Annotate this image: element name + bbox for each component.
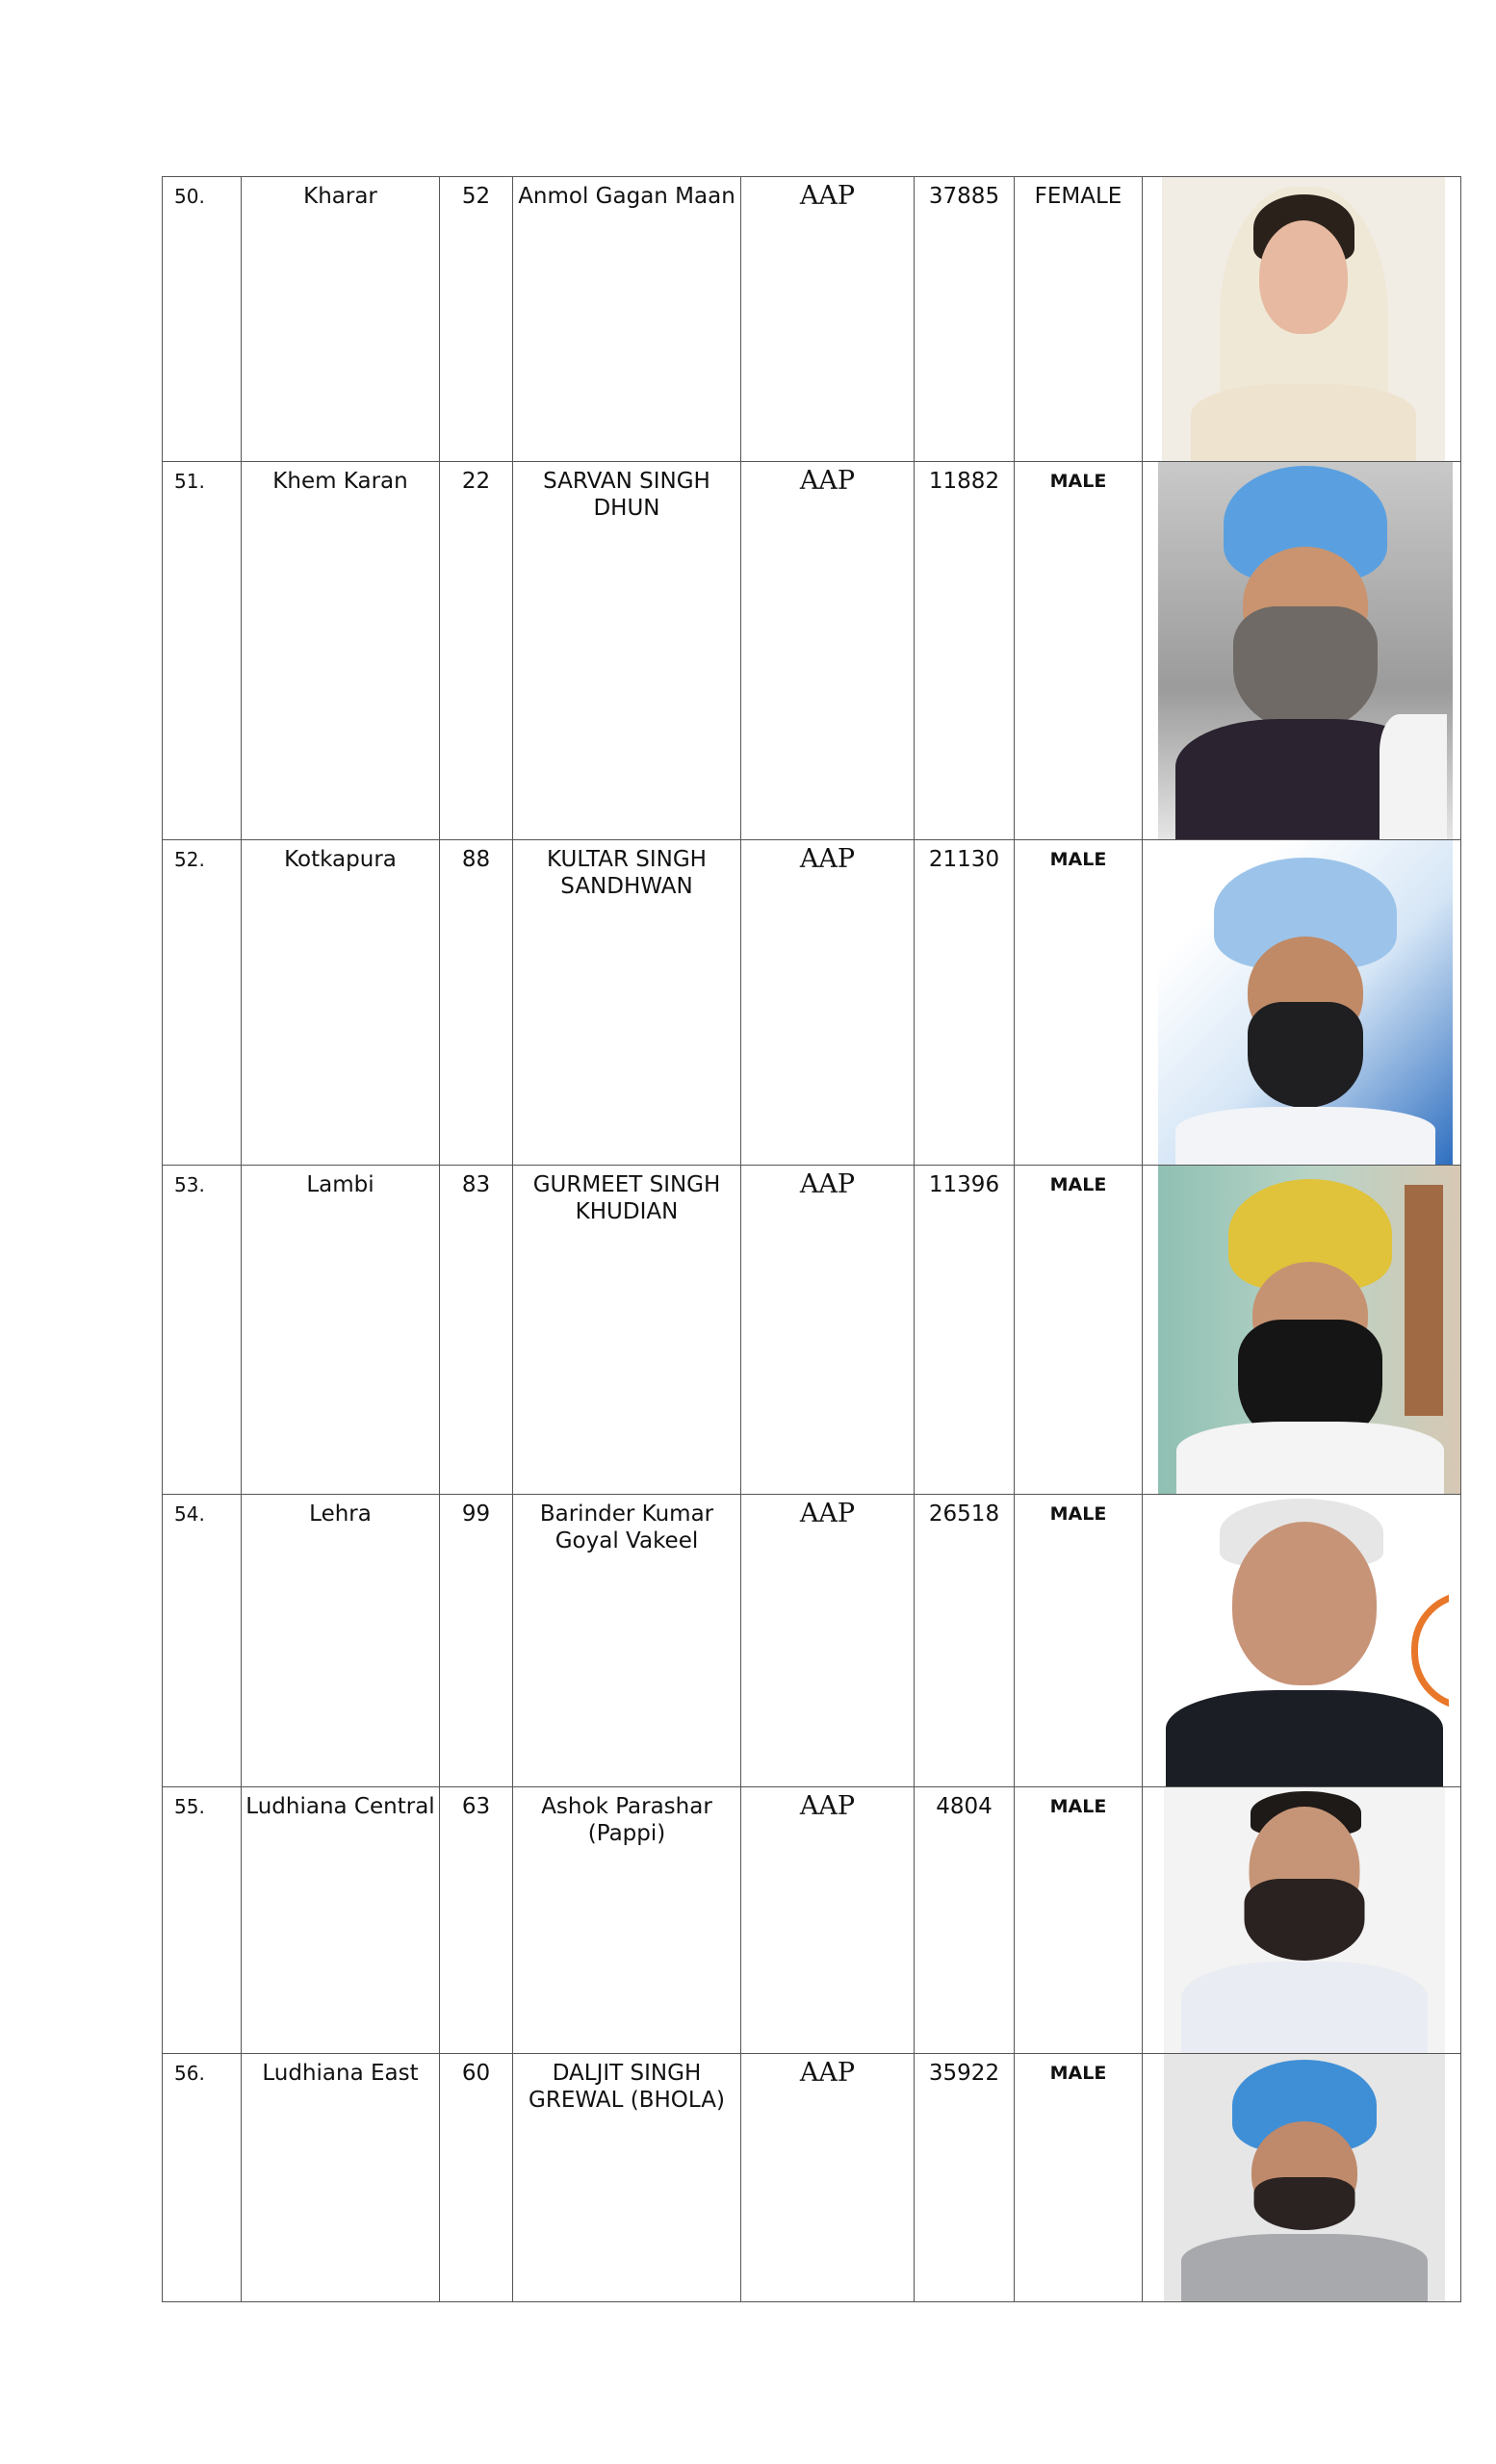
serial-number: 53. xyxy=(163,1166,242,1495)
candidate-name: Anmol Gagan Maan xyxy=(513,177,741,462)
party: AAP xyxy=(741,1787,915,2054)
party: AAP xyxy=(741,1495,915,1787)
candidate-photo xyxy=(1158,840,1453,1165)
candidate-photo-cell xyxy=(1143,462,1461,840)
table-row xyxy=(163,840,1461,1166)
table-row xyxy=(163,1166,1461,1495)
candidates-table xyxy=(162,176,1461,2302)
constituency-number: 99 xyxy=(440,1495,513,1787)
table-row xyxy=(163,2054,1461,2302)
candidate-photo-cell xyxy=(1143,840,1461,1166)
gender: FEMALE xyxy=(1015,177,1143,462)
gender: MALE xyxy=(1015,840,1143,1166)
candidate-photo-cell xyxy=(1143,1495,1461,1787)
serial-number: 55. xyxy=(163,1787,242,2054)
table-row xyxy=(163,177,1461,462)
margin: 21130 xyxy=(915,840,1015,1166)
constituency-number: 83 xyxy=(440,1166,513,1495)
constituency-number: 60 xyxy=(440,2054,513,2302)
margin: 11396 xyxy=(915,1166,1015,1495)
table-row xyxy=(163,462,1461,840)
candidate-photo-cell xyxy=(1143,177,1461,462)
party: AAP xyxy=(741,2054,915,2302)
serial-number: 54. xyxy=(163,1495,242,1787)
gender: MALE xyxy=(1015,1787,1143,2054)
candidate-name: GURMEET SINGH KHUDIAN xyxy=(513,1166,741,1495)
table-row xyxy=(163,1787,1461,2054)
margin: 35922 xyxy=(915,2054,1015,2302)
candidate-name: KULTAR SINGH SANDHWAN xyxy=(513,840,741,1166)
candidate-name: Barinder Kumar Goyal Vakeel xyxy=(513,1495,741,1787)
serial-number: 50. xyxy=(163,177,242,462)
candidate-photo xyxy=(1162,177,1445,461)
candidate-photo-cell xyxy=(1143,1787,1461,2054)
constituency: Kotkapura xyxy=(242,840,440,1166)
candidate-photo-cell xyxy=(1143,2054,1461,2302)
constituency: Kharar xyxy=(242,177,440,462)
candidate-photo xyxy=(1164,2054,1445,2301)
party: AAP xyxy=(741,1166,915,1495)
candidate-name: DALJIT SINGH GREWAL (BHOLA) xyxy=(513,2054,741,2302)
candidate-photo xyxy=(1164,1787,1445,2053)
gender: MALE xyxy=(1015,2054,1143,2302)
gender: MALE xyxy=(1015,462,1143,840)
constituency: Khem Karan xyxy=(242,462,440,840)
serial-number: 51. xyxy=(163,462,242,840)
candidate-photo xyxy=(1158,1166,1461,1494)
constituency-number: 22 xyxy=(440,462,513,840)
constituency-number: 88 xyxy=(440,840,513,1166)
party: AAP xyxy=(741,840,915,1166)
gender: MALE xyxy=(1015,1495,1143,1787)
margin: 26518 xyxy=(915,1495,1015,1787)
constituency: Lehra xyxy=(242,1495,440,1787)
constituency: Ludhiana Central xyxy=(242,1787,440,2054)
constituency: Ludhiana East xyxy=(242,2054,440,2302)
gender: MALE xyxy=(1015,1166,1143,1495)
candidate-name: SARVAN SINGH DHUN xyxy=(513,462,741,840)
constituency-number: 52 xyxy=(440,177,513,462)
margin: 37885 xyxy=(915,177,1015,462)
margin: 4804 xyxy=(915,1787,1015,2054)
candidate-photo-cell xyxy=(1143,1166,1461,1495)
table-row xyxy=(163,1495,1461,1787)
serial-number: 56. xyxy=(163,2054,242,2302)
serial-number: 52. xyxy=(163,840,242,1166)
candidate-photo xyxy=(1160,1495,1449,1786)
party: AAP xyxy=(741,462,915,840)
candidate-photo xyxy=(1158,462,1453,839)
party: AAP xyxy=(741,177,915,462)
margin: 11882 xyxy=(915,462,1015,840)
candidate-name: Ashok Parashar (Pappi) xyxy=(513,1787,741,2054)
constituency-number: 63 xyxy=(440,1787,513,2054)
constituency: Lambi xyxy=(242,1166,440,1495)
